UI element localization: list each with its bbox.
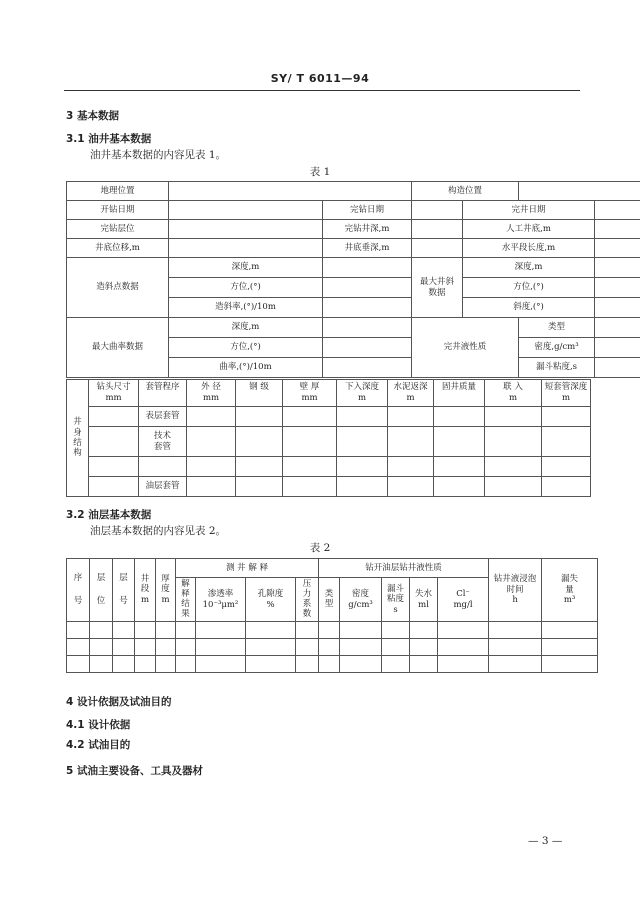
production-casing-label: 油层套管 (139, 477, 187, 497)
chloride-header: Cl⁻ mg/l (438, 578, 489, 622)
fluid-density-label: 密度,g/cm³ (519, 338, 595, 358)
incl-azimuth-label: 方位,(°) (463, 278, 595, 298)
casing-program-header: 套管程序 (139, 380, 187, 407)
vertical-depth-label: 井底垂深,m (323, 239, 412, 258)
surface-casing-label: 表层套管 (139, 407, 187, 427)
table2 (66, 558, 598, 673)
soak-time-header: 钻井液浸泡时间 h (489, 559, 542, 622)
fluid-type-label: 类型 (519, 318, 595, 338)
drilling-fluid-header: 钻开油层钻井液性质 (319, 559, 489, 578)
curvature-label: 曲率,(°)/10m (169, 358, 323, 378)
section-3-1-text: 油井基本数据的内容见表 1。 (90, 149, 227, 161)
bottom-displacement-label: 井底位移,m (67, 239, 169, 258)
finish-drill-date-label: 完钻日期 (323, 201, 412, 220)
max-inclination-label: 最大井斜数据 (412, 258, 463, 318)
page-number: — 3 — (528, 835, 563, 847)
build-rate-label: 造斜率,(°)/10m (169, 298, 323, 318)
kick-depth-label: 深度,m (169, 258, 323, 278)
completion-date-label: 完井日期 (463, 201, 595, 220)
table1-upper (66, 181, 640, 378)
inclination-label: 斜度,(°) (463, 298, 595, 318)
section-4-title: 4 设计依据及试油目的 (66, 696, 172, 708)
leak-volume-header: 漏失量 m³ (542, 559, 598, 622)
section-3-1-title: 3.1 油井基本数据 (66, 133, 152, 145)
set-depth-header: 下入深度 m (337, 380, 388, 407)
casing-structure-label: 井身结构 (67, 380, 89, 497)
curv-azimuth-label: 方位,(°) (169, 338, 323, 358)
incl-depth-label: 深度,m (463, 258, 595, 278)
spud-date-label: 开钻日期 (67, 201, 169, 220)
fluid-type-header: 类型 (319, 578, 340, 622)
standard-number: SY/ T 6011—94 (270, 72, 370, 85)
joint-in-header: 联 入 m (485, 380, 542, 407)
artificial-bottom-label: 人工井底,m (463, 220, 595, 239)
table2-caption: 表 2 (309, 542, 331, 554)
section-4-2-title: 4.2 试油目的 (66, 739, 131, 751)
wall-header: 壁 厚 mm (283, 380, 337, 407)
short-casing-header: 短套管深度 m (542, 380, 591, 407)
well-segment-header: 井段 m (135, 559, 156, 622)
section-3-2-title: 3.2 油层基本数据 (66, 509, 152, 521)
max-curvature-label: 最大曲率数据 (67, 318, 169, 378)
section-4-1-title: 4.1 设计依据 (66, 719, 131, 731)
thickness-header: 厚度 m (156, 559, 176, 622)
grade-header: 钢 级 (236, 380, 283, 407)
tech-casing-label: 技术套管 (139, 427, 187, 457)
od-header: 外 径 mm (187, 380, 236, 407)
section-3-title: 3 基本数据 (66, 110, 119, 122)
seq-header: 序 号 (67, 559, 90, 622)
geo-location-label: 地理位置 (67, 182, 169, 201)
completion-fluid-label: 完井液性质 (412, 318, 519, 378)
horizontal-length-label: 水平段长度,m (463, 239, 595, 258)
structure-location-label: 构造位置 (412, 182, 519, 201)
kick-azimuth-label: 方位,(°) (169, 278, 323, 298)
layer-header: 层 位 (90, 559, 113, 622)
section-3-2-text: 油层基本数据的内容见表 2。 (90, 525, 227, 537)
table1-caption: 表 1 (309, 166, 331, 178)
cement-quality-header: 固井质量 (434, 380, 485, 407)
funnel-viscosity-header: 漏斗粘度 s (382, 578, 410, 622)
table1-casing (66, 379, 591, 497)
bit-size-header: 钻头尺寸 mm (89, 380, 139, 407)
porosity-header: 孔隙度 % (246, 578, 296, 622)
kickoff-point-label: 造斜点数据 (67, 258, 169, 318)
logging-interp-header: 测 井 解 释 (176, 559, 319, 578)
header-rule (64, 90, 580, 91)
td-layer-label: 完钻层位 (67, 220, 169, 239)
interp-result-header: 解释结果 (176, 578, 196, 622)
pressure-coef-header: 压力系数 (296, 578, 319, 622)
layer-no-header: 层 号 (113, 559, 135, 622)
permeability-header: 渗透率 10⁻³μm² (196, 578, 246, 622)
section-5-title: 5 试油主要设备、工具及器材 (66, 765, 203, 777)
fluid-density-header: 密度 g/cm³ (340, 578, 382, 622)
cement-top-header: 水泥返深 m (388, 380, 434, 407)
funnel-viscosity-label: 漏斗粘度,s (519, 358, 595, 378)
fluid-loss-header: 失水 ml (410, 578, 438, 622)
curv-depth-label: 深度,m (169, 318, 323, 338)
td-depth-label: 完钻井深,m (323, 220, 412, 239)
